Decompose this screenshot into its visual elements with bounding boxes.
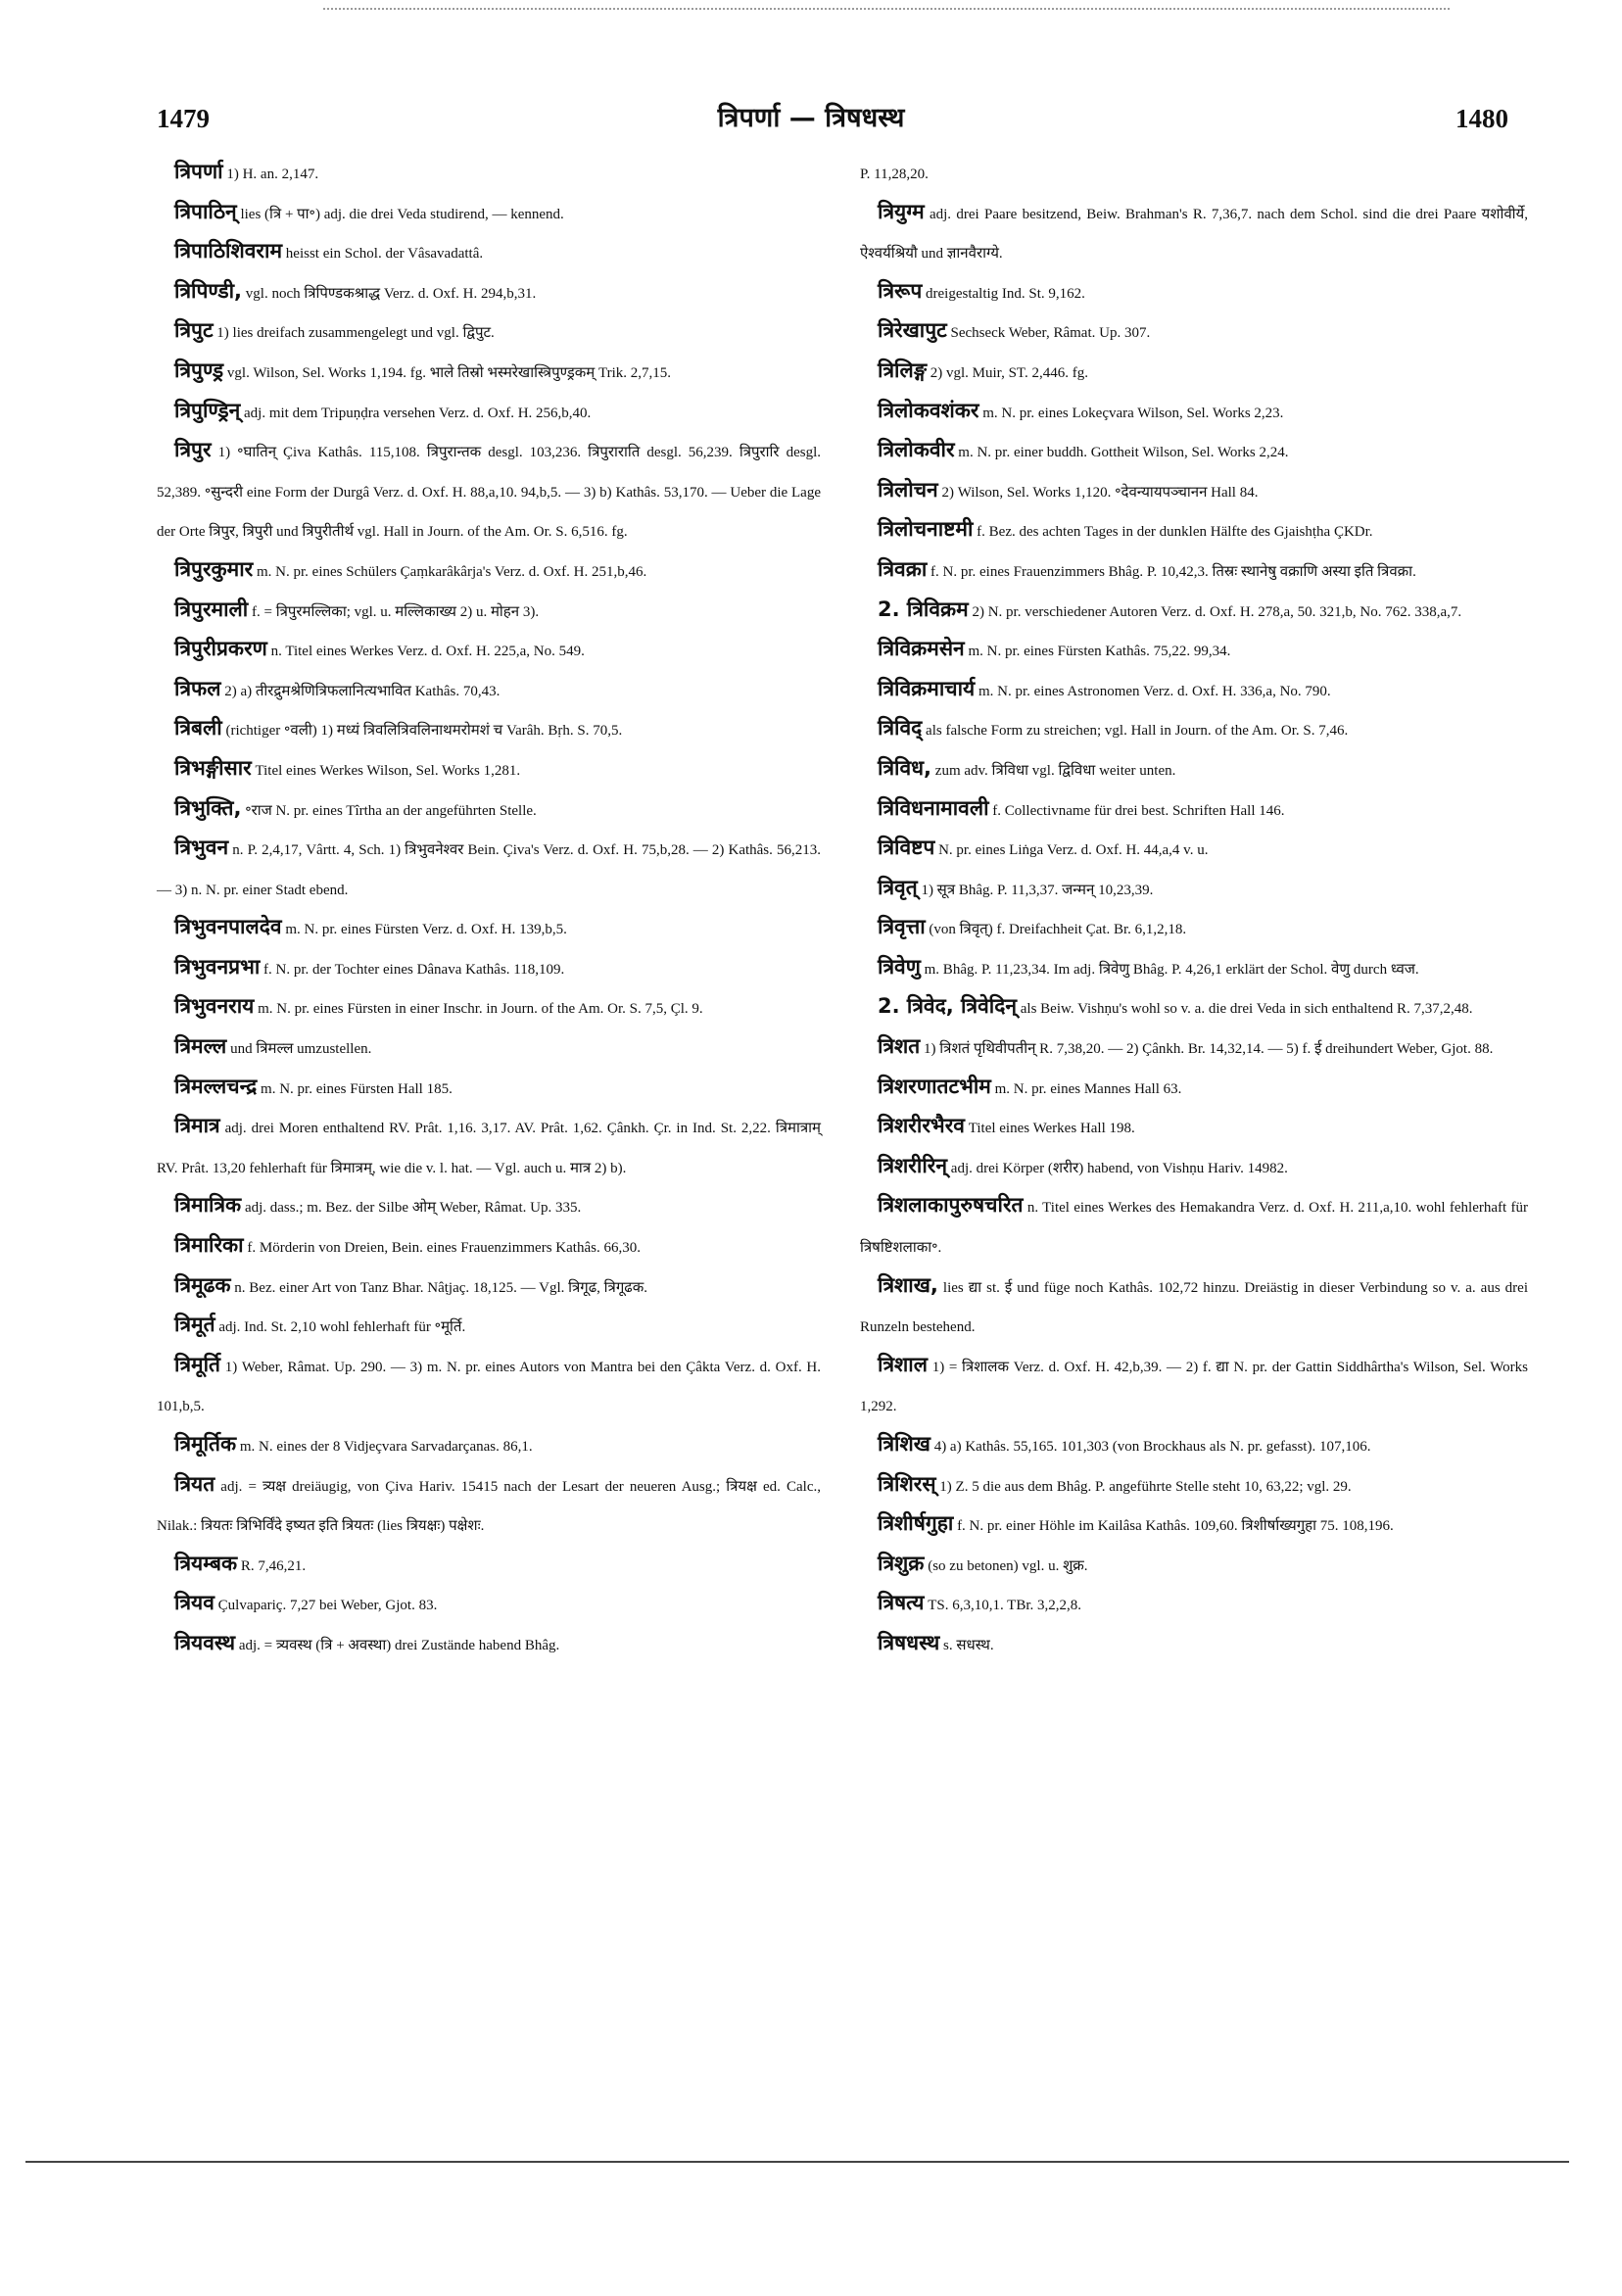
entry-body: (so zu betonen) vgl. u. शुक्र. [928,1557,1088,1574]
dictionary-entry [157,433,821,552]
left-column [157,155,821,1666]
dictionary-entry [860,195,1528,274]
dictionary-entry [860,1268,1528,1348]
entry-body: 1) lies dreifach zusammengelegt und vgl. द्विपुट. [216,325,495,342]
entry-body: n. Bez. einer Art von Tanz Bhar. Nâṭjaç. 18,125. — Vgl. त्रिगूढ, त्रिगूढक. [234,1279,648,1296]
entry-headword: त्रिपाठिन् [174,199,237,223]
entry-body: m. N. pr. einer buddh. Gottheit Wilson, Sel. Works 2,24. [958,445,1289,461]
entry-headword: त्रियम्बक [174,1551,238,1575]
dictionary-entry [157,313,821,354]
dictionary-entry [157,672,821,712]
entry-body: als Beiw. Vishṇu's wohl so v. a. die drei Veda in sich enthaltend R. 7,37,2,48. [1020,1001,1473,1018]
dictionary-entry [157,552,821,593]
dictionary-entry [860,989,1528,1029]
dictionary-entry [157,394,821,434]
entry-body: zum adv. त्रिविधा vgl. द्विविधा weiter unten. [934,762,1176,779]
bottom-rule [25,2161,1569,2163]
dictionary-entry [157,950,821,990]
dictionary-entry [860,1507,1528,1547]
entry-headword: त्रियवस्थ [174,1630,236,1654]
dictionary-entry [157,1586,821,1626]
entry-body: m. N. pr. eines Lokeçvara Wilson, Sel. Works 2,23. [982,405,1284,421]
entry-headword: त्रिविक्रमसेन [878,637,965,661]
dictionary-entry [860,950,1528,990]
entry-headword: त्रियव [174,1591,215,1615]
dictionary-entry [860,394,1528,434]
dictionary-entry [860,1427,1528,1467]
entry-body: Titel eines Werkes Wilson, Sel. Works 1,281. [255,762,521,779]
entry-headword: त्रिपुरीप्रकरण [174,637,267,661]
dictionary-entry [157,1188,821,1228]
dictionary-entry [860,1626,1528,1666]
entry-headword: त्रिभङ्गीसार [174,755,252,780]
entry-body: m. N. pr. eines Fürsten Verz. d. Oxf. H. 139,b,5. [285,922,567,938]
entry-body: adj. mit dem Tripuṇḍra versehen Verz. d. Oxf. H. 256,b,40. [244,405,592,421]
entry-headword: त्रिविष्टप [878,836,935,860]
entry-body: m. N. pr. eines Fürsten in einer Inschr. in Journ. of the Am. Or. S. 7,5, Çl. 9. [258,1001,703,1018]
entry-body: 1) त्रिशतं पृथिवीपतीन् R. 7,38,20. — 2) Çânkh. Br. 14,32,14. — 5) f. ई dreihundert Weber, Gjot. 88. [924,1041,1494,1058]
entry-body: 1) H. an. 2,147. [226,167,319,182]
dictionary-entry [860,1188,1528,1268]
entry-body: N. pr. eines Liṅga Verz. d. Oxf. H. 44,a,4 v. u. [938,842,1209,859]
dictionary-entry [157,791,821,832]
entry-headword: त्रिमूर्तिक [174,1432,237,1456]
dictionary-entry [860,1109,1528,1149]
entry-headword: त्रिशरणातटभीम [878,1074,991,1098]
entry-headword: त्रिपाठिशिवराम [174,239,283,263]
entry-headword: त्रिवृत् [878,875,918,899]
entry-body: 1) Weber, Râmat. Up. 290. — 3) m. N. pr. eines Autors von Mantra bei den Çâkta Verz. d. Oxf. H. 101,b,5. [157,1359,822,1415]
entry-body: dreigestaltig Ind. St. 9,162. [926,285,1085,302]
entry-body: f. N. pr. eines Frauenzimmers Bhâg. P. 10,42,3. तिस्रः स्थानेषु वक्राणि अस्या इति त्रिवक्रा. [930,563,1416,580]
entry-body: 2) N. pr. verschiedener Autoren Verz. d. Oxf. H. 278,a, 50. 321,b, No. 762. 338,a,7. [972,603,1462,620]
entry-body: f. N. pr. der Tochter eines Dânava Kathâs. 118,109. [263,961,565,978]
entry-body: 4) a) Kathâs. 55,165. 101,303 (von Brockhaus als N. pr. gefasst). 107,106. [933,1439,1371,1455]
entry-headword: त्रिवृत्ता [878,915,926,939]
dictionary-entry [157,1308,821,1348]
entry-headword: त्रिलोकवशंकर [878,398,979,422]
entry-body: adj. = त्र्यक्ष dreiäugig, von Çiva Hariv. 15415 nach der Lesart der neueren Ausg.; त्रियक्ष ed. Calc., Nilak.: त्रियतः त्रिभिर्विंदे इष्यत इति त्रियतः (lies त्रियक्षः) पक्षेशः. [157,1478,821,1535]
entry-body: 2) Wilson, Sel. Works 1,120. ॰देवन्यायपञ्चानन Hall 84. [941,484,1259,501]
entry-headword: त्रिलोचनाष्टमी [878,517,974,542]
scan-edge-line [323,8,1450,10]
entry-headword: त्रियत [174,1471,215,1496]
dictionary-entry [860,711,1528,751]
entry-body: TS. 6,3,10,1. TBr. 3,2,2,8. [928,1598,1082,1614]
entry-headword: त्रिलिङ्ग [878,358,928,382]
entry-body: m. N. eines der 8 Vidjeçvara Sarvadarçanas. 86,1. [239,1439,533,1455]
entry-headword: त्रिविध, [878,755,932,780]
entry-headword: त्रिमूर्ति [174,1352,220,1376]
dictionary-entry [860,313,1528,354]
entry-body: n. Titel eines Werkes des Hemakandra Verz. d. Oxf. H. 211,a,10. wohl fehlerhaft für त्रिषष्टिशलाका॰. [860,1200,1529,1257]
entry-headword: 2. त्रिवेद, त्रिवेदिन् [878,994,1017,1019]
entry-headword: त्रिपुरकुमार [174,556,254,581]
dictionary-entry [860,632,1528,672]
entry-headword: त्रिशाल [878,1352,928,1376]
entry-body: 1) ॰घातिन् Çiva Kathâs. 115,108. त्रिपुरान्तक desgl. 103,236. त्रिपुराराति desgl. 56,239. त्रिपुरारि desgl. 52,389. ॰सुन्दरी eine Form der Durgâ Verz. d. Oxf. H. 88,a,10. 94,b,5. — 3) b) Kathâs. 53,170. — Ueber die Lage der Orte त्रिपुर, त्रिपुरी und त्रिपुरीतीर्थ vgl. Hall in Journ. of the Am. Or. S. 6,516. fg. [157,445,822,541]
dictionary-entry [157,632,821,672]
entry-headword: त्रिविक्रमाचार्य [878,676,976,700]
page-number-left: 1479 [157,104,210,133]
entry-body: vgl. noch त्रिपिण्डकश्राद्ध Verz. d. Oxf. H. 294,b,31. [245,285,537,302]
entry-headword: त्रिपर्णा [174,160,223,183]
page-header [0,98,1622,141]
dictionary-entry [157,1348,821,1427]
entry-body: adj. dass.; m. Bez. der Silbe ओम् Weber, Râmat. Up. 335. [244,1200,582,1217]
dictionary-entry [157,1228,821,1268]
entry-headword: त्रिमारिका [174,1233,244,1258]
running-title: त्रिपर्णा — त्रिषधस्थ [717,103,905,133]
dictionary-entry [157,354,821,394]
entry-headword: त्रिमूढक [174,1272,231,1297]
entry-headword: त्रिवेणु [878,954,921,979]
dictionary-entry [157,910,821,950]
entry-body: m. N. pr. eines Mannes Hall 63. [994,1080,1182,1097]
entry-body: P. 11,28,20. [860,167,929,182]
entry-body: s. सधस्थ. [943,1637,994,1653]
entry-headword: त्रिभुवनप्रभा [174,954,261,979]
dictionary-entry [157,831,821,910]
entry-body: 2) vgl. Muir, ST. 2,446. fg. [930,364,1088,381]
entry-headword: त्रिशुक्र [878,1551,925,1575]
right-column [860,155,1528,1666]
entry-headword: त्रिरूप [878,278,923,303]
entry-headword: त्रिशरीरभैरव [878,1114,965,1138]
entry-body: heisst ein Schol. der Vâsavadattâ. [285,246,484,263]
dictionary-entry [860,871,1528,911]
entry-body: m. Bhâg. P. 11,23,34. Im adj. त्रिवेणु Bhâg. P. 4,26,1 erklärt der Schol. वेणु durch ध्वज. [924,961,1419,978]
entry-headword: त्रिलोचन [878,477,938,502]
dictionary-entry [860,1029,1528,1070]
entry-headword: त्रिषत्य [878,1591,925,1615]
entry-headword: त्रिशाख, [878,1272,938,1297]
entry-body: R. 7,46,21. [240,1557,307,1574]
entry-headword: त्रिविधनामावली [878,795,989,820]
entry-body: 1) = त्रिशालक Verz. d. Oxf. H. 42,b,39. — 2) f. द्या N. pr. der Gattin Siddhârtha's Wilson, Sel. Works 1,292. [860,1359,1529,1415]
entry-body: ॰राज N. pr. eines Tîrtha an der angeführten Stelle. [245,802,537,819]
page-number-right: 1480 [1455,104,1508,133]
entry-headword: त्रिशीर्षगुहा [878,1511,954,1536]
entry-body: f. Collectivname für drei best. Schriften Hall 146. [992,802,1285,819]
entry-headword: त्रिपिण्डी, [174,278,243,303]
entry-headword: त्रिपुण्ड्र [174,358,224,382]
entry-body: vgl. Wilson, Sel. Works 1,194. fg. भाले तिस्रो भस्मरेखास्त्रिपुण्ड्रकम् Trik. 2,7,15. [226,364,672,381]
entry-headword: त्रिमात्रिक [174,1193,242,1218]
entry-headword: त्रिफल [174,676,221,700]
entry-body: m. N. pr. eines Astronomen Verz. d. Oxf. H. 336,a, No. 790. [978,683,1331,699]
entry-headword: त्रिबली [174,716,222,741]
entry-body: m. N. pr. eines Fürsten Hall 185. [261,1080,453,1097]
entry-headword: त्रिमल्ल [174,1034,227,1059]
dictionary-entry [860,1348,1528,1427]
entry-headword: त्रिभुवन [174,836,229,860]
entry-headword: त्रिवक्रा [878,556,928,581]
entry-headword: त्रिपुण्ड्रिन् [174,398,241,422]
entry-headword: त्रिशत [878,1034,921,1059]
entry-body: adj. Ind. St. 2,10 wohl fehlerhaft für ॰मूर्ति. [218,1319,466,1336]
entry-body: Sechseck Weber, Râmat. Up. 307. [950,325,1151,342]
entry-headword: त्रिमात्र [174,1114,220,1138]
entry-headword: त्रिशिख [878,1432,930,1456]
dictionary-entry [860,155,1528,195]
dictionary-entry [157,989,821,1029]
entry-body: als falsche Form zu streichen; vgl. Hall in Journ. of the Am. Or. S. 7,46. [926,723,1349,740]
entry-body: adj. drei Körper (शरीर) habend, von Vishṇu Hariv. 14982. [950,1160,1288,1176]
entry-body: adj. drei Paare besitzend, Beiw. Brahman's R. 7,36,7. nach dem Schol. sind die drei Paare यशोवीर्ये, ऐश्वर्यश्रियौ und ज्ञानवैराग्ये. [860,206,1528,263]
entry-body: (von त्रिवृत्) f. Dreifachheit Çat. Br. 6,1,2,18. [929,922,1187,938]
entry-headword: त्रिषधस्थ [878,1630,940,1654]
entry-body: m. N. pr. eines Fürsten Kathâs. 75,22. 99,34. [968,644,1231,660]
entry-body: n. Titel eines Werkes Verz. d. Oxf. H. 225,a, No. 549. [270,644,585,660]
entry-body: 1) Z. 5 die aus dem Bhâg. P. angeführte Stelle steht 10, 63,22; vgl. 29. [939,1478,1352,1495]
entry-headword: त्रिशलाकापुरुषचरित [878,1193,1024,1218]
dictionary-entry [157,1109,821,1188]
dictionary-entry [157,711,821,751]
dictionary-entry [157,234,821,274]
entry-body: 1) सूत्र Bhâg. P. 11,3,37. जन्मन् 10,23,39. [921,882,1154,898]
entry-headword: त्रिशरीरिन् [878,1153,948,1177]
dictionary-entry [860,552,1528,593]
dictionary-entry [157,593,821,633]
entry-body: f. Mörderin von Dreien, Bein. eines Frauenzimmers Kathâs. 66,30. [247,1240,641,1257]
dictionary-entry [860,1467,1528,1507]
entry-body: f. N. pr. einer Höhle im Kailâsa Kathâs. 109,60. त्रिशीर्षाख्यगुहा 75. 108,196. [957,1518,1394,1535]
dictionary-entry [860,751,1528,791]
entry-headword: त्रिलोकवीर [878,438,955,462]
dictionary-entry [157,1467,821,1547]
dictionary-entry [860,1547,1528,1587]
dictionary-entry [860,593,1528,633]
entry-headword: त्रिपुट [174,318,214,343]
entry-headword: त्रिरेखापुट [878,318,947,343]
dictionary-entry [860,672,1528,712]
entry-headword: त्रियुग्म [878,199,925,223]
entry-body: adj. = त्र्यवस्थ (त्रि + अवस्था) drei Zustände habend Bhâg. [238,1637,560,1653]
entry-body: lies द्या st. ई und füge noch Kathâs. 102,72 hinzu. Dreiästig in dieser Verbindung so v. a. aus drei Runzeln bestehend. [860,1279,1528,1336]
entry-body: adj. drei Moren enthaltend RV. Prât. 1,16. 3,17. AV. Prât. 1,62. Çânkh. Çr. in Ind. St. 2,22. त्रिमात्राम् RV. Prât. 13,20 fehlerhaft für त्रिमात्रम्, wie die v. l. hat. — Vgl. auch u. मात्र 2) b). [157,1121,821,1176]
dictionary-entry [157,1029,821,1070]
entry-headword: त्रिविद् [878,716,923,741]
dictionary-entry [860,354,1528,394]
entry-body: Çulvapariç. 7,27 bei Weber, Gjot. 83. [217,1598,438,1614]
dictionary-entry [860,433,1528,473]
dictionary-entry [860,791,1528,832]
dictionary-entry [157,155,821,195]
dictionary-entry [860,831,1528,871]
entry-body: f. = त्रिपुरमल्लिका; vgl. u. मल्लिकाख्य 2) u. मोहन 3). [251,603,540,620]
dictionary-entry [860,1586,1528,1626]
entry-headword: त्रिभुक्ति, [174,795,242,820]
entry-headword: त्रिशिरस् [878,1471,936,1496]
dictionary-entry [157,1427,821,1467]
entry-body: (richtiger ॰वली) 1) मध्यं त्रिवलित्रिवलिनाथमरोमशं च Varâh. Bṛh. S. 70,5. [225,723,623,740]
dictionary-entry [157,1547,821,1587]
dictionary-entry [157,274,821,314]
dictionary-entry [860,1149,1528,1189]
dictionary-entry [860,1070,1528,1110]
entry-headword: त्रिपुरमाली [174,597,249,621]
entry-body: f. Bez. des achten Tages in der dunklen Hälfte des Gjaishṭha ÇKDr. [977,524,1373,541]
dictionary-entry [157,1268,821,1309]
entry-body: m. N. pr. eines Schülers Çaṃkarâkârja's Verz. d. Oxf. H. 251,b,46. [257,563,647,580]
entry-headword: त्रिपुर [174,438,212,462]
dictionary-entry [860,512,1528,552]
entry-body: Titel eines Werkes Hall 198. [968,1121,1135,1137]
dictionary-entry [157,751,821,791]
entry-body: und त्रिमल्ल umzustellen. [230,1041,372,1058]
entry-body: n. P. 2,4,17, Vârtt. 4, Sch. 1) त्रिभुवनेश्वर Bein. Çiva's Verz. d. Oxf. H. 75,b,28. — 2) Kathâs. 56,213. — 3) n. N. pr. einer Stadt ebend. [157,842,822,898]
entry-headword: 2. त्रिविक्रम [878,597,969,621]
dictionary-entry [157,195,821,235]
dictionary-entry [860,274,1528,314]
entry-headword: त्रिमूर्त [174,1313,215,1337]
entry-headword: त्रिभुवनराय [174,994,255,1019]
entry-body: lies (त्रि + पा॰) adj. die drei Veda studirend, — kennend. [240,206,564,222]
dictionary-entry [157,1626,821,1666]
entry-headword: त्रिभुवनपालदेव [174,915,282,939]
dictionary-entry [860,473,1528,513]
dictionary-entry [157,1070,821,1110]
entry-headword: त्रिमल्लचन्द्र [174,1074,258,1098]
dictionary-entry [860,910,1528,950]
entry-body: 2) a) तीरद्रुमश्रेणित्रिफलानित्यभावित Kathâs. 70,43. [224,683,501,699]
